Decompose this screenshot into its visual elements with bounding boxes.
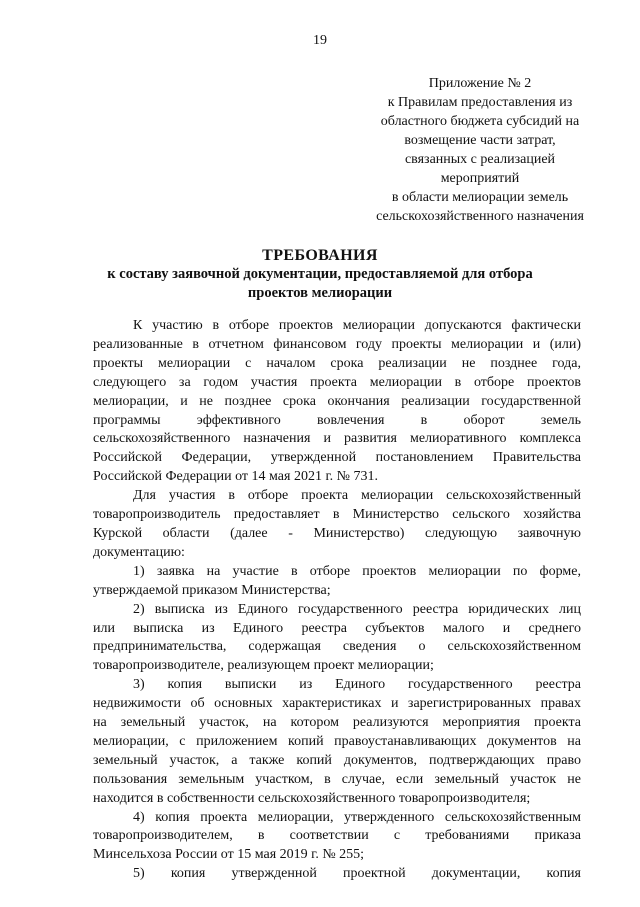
- text-line: товаропроизводитель предоставляет в Министерство сельского хозяйства: [93, 507, 581, 523]
- text-line: документацию:: [93, 544, 185, 560]
- text-line: или выписка из Единого реестра субъектов малого и среднего: [93, 620, 581, 636]
- text-line: мелиорации, и не позднее срока окончания реализации государственной: [93, 393, 581, 409]
- heading-title: ТРЕБОВАНИЯ: [262, 247, 378, 264]
- text-line: утверждаемой приказом Министерства;: [93, 582, 331, 598]
- appendix-line: возмещение части затрат,: [404, 133, 556, 148]
- text-line: недвижимости об основных характеристиках и зарегистрированных правах: [93, 696, 581, 712]
- appendix-line: к Правилам предоставления из: [387, 95, 573, 110]
- appendix-block: [330, 74, 630, 226]
- text-line: пользования земельным участком, в случае, если земельный участок не: [93, 771, 581, 787]
- text-line: находится в собственности сельскохозяйственного товаропроизводителя;: [93, 790, 531, 806]
- text-line: реализованные в отчетном финансовом году проекты мелиорации и (или): [93, 336, 581, 352]
- text-line: 3) копия выписки из Единого государственного реестра: [133, 677, 581, 693]
- text-line: 5) копия утвержденной проектной документации, копия: [133, 866, 581, 882]
- text-line: сельскохозяйственного назначения и развития мелиоративного комплекса: [93, 431, 581, 447]
- appendix-line: Приложение № 2: [428, 76, 532, 91]
- text-line: Минсельхоза России от 15 мая 2019 г. № 255;: [93, 847, 365, 863]
- text-line: следующего за годом участия проекта мелиорации в отборе проектов: [93, 374, 581, 390]
- heading-subtitle-line: к составу заявочной документации, предоставляемой для отбора: [107, 266, 533, 282]
- text-line: 4) копия проекта мелиорации, утвержденного сельскохозяйственным: [133, 809, 581, 825]
- appendix-line: связанных с реализацией: [404, 152, 556, 167]
- heading-subtitle-line: проектов мелиорации: [247, 285, 393, 301]
- page-number: 19: [313, 33, 327, 48]
- text-line: Российской Федерации, утвержденной постановлением Правительства: [93, 450, 581, 466]
- text-line: Для участия в отборе проекта мелиорации сельскохозяйственный: [133, 488, 581, 504]
- text-line: программы эффективного вовлечения в оборот земель: [93, 412, 581, 428]
- appendix-line: в области мелиорации земель: [391, 190, 569, 205]
- text-line: мелиорации, с приложением копий правоустанавливающих документов на: [93, 733, 581, 749]
- list-item-1: [93, 563, 581, 601]
- document-heading: [0, 246, 640, 303]
- text-line: земельный участок, а также копий документов, подтверждающих право: [93, 752, 581, 768]
- paragraph-eligibility: [93, 317, 581, 487]
- list-item-4: [93, 809, 581, 866]
- text-line: товаропроизводителем, в соответствии с требованиями приказа: [93, 828, 581, 844]
- text-line: Курской области (далее - Министерство) следующую заявочную: [93, 525, 581, 541]
- appendix-line: областного бюджета субсидий на: [380, 114, 580, 129]
- list-item-2: [93, 601, 581, 677]
- document-body: [93, 317, 581, 884]
- text-line: на земельный участок, на котором реализуются мероприятия проекта: [93, 715, 581, 731]
- text-line: 2) выписка из Единого государственного реестра юридических лиц: [133, 601, 581, 617]
- text-line: 1) заявка на участие в отборе проектов мелиорации по форме,: [133, 563, 581, 579]
- text-line: проекты мелиорации с началом срока реализации не позднее года,: [93, 355, 581, 371]
- appendix-line: мероприятий: [440, 171, 520, 186]
- text-line: Российской Федерации от 14 мая 2021 г. № 731.: [93, 469, 378, 485]
- paragraph-documentation-intro: [93, 487, 581, 563]
- list-item-3: [93, 676, 581, 808]
- text-line: товаропроизводителе, реализующем проект мелиорации;: [93, 658, 434, 674]
- list-item-5: [93, 865, 581, 884]
- text-line: предпринимательства, содержащая сведения о сельскохозяйственном: [93, 639, 581, 655]
- text-line: К участию в отборе проектов мелиорации допускаются фактически: [133, 318, 581, 333]
- appendix-line: сельскохозяйственного назначения: [376, 209, 584, 224]
